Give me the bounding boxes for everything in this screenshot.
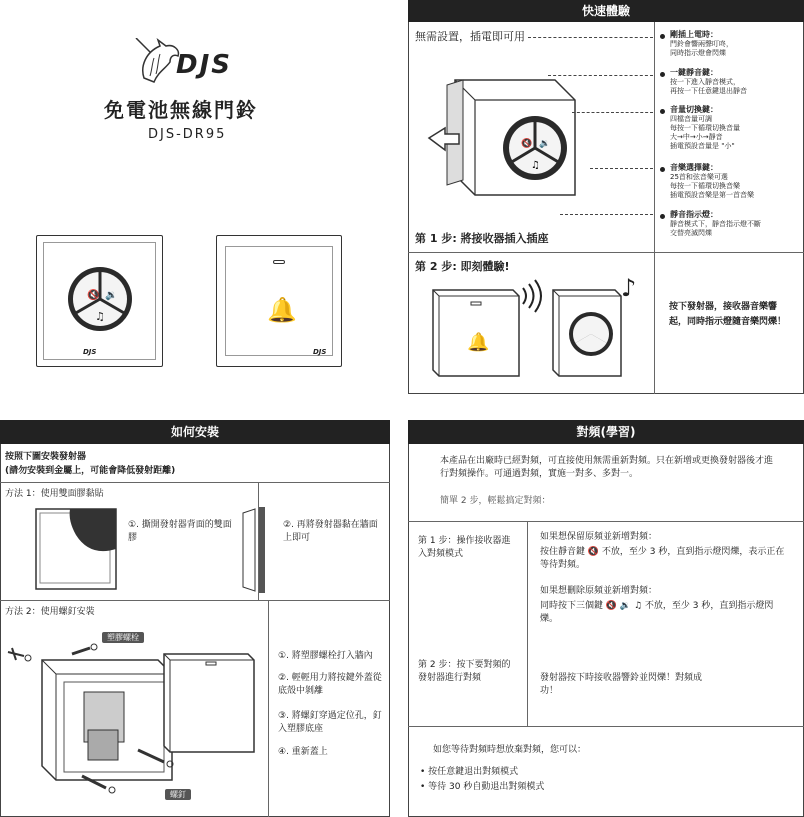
callout-music-key: 音樂選擇鍵： 25首和弦音樂可選 每按一下循環切換音樂 插電預設音樂是第一首音樂: [660, 163, 800, 200]
quick-subtitle: 無需設置，插電即可用: [415, 30, 525, 43]
step2-note: 按下發射器，接收器音樂響起，同時指示燈隨音樂閃爍！: [669, 302, 787, 327]
brand-logo-text: DJS: [176, 50, 232, 80]
install-intro-line1: 按照下圖安裝發射器: [5, 452, 87, 462]
method1-step2: ②. 再將發射器黏在牆面上即可: [283, 520, 378, 543]
quick-experience-header: 快速體驗: [408, 0, 804, 22]
receiver-front-image: [36, 235, 163, 367]
svg-text:🔇: 🔇: [87, 290, 100, 301]
transmitter-front-image: [216, 235, 342, 367]
callout-mute-indicator: 靜音指示燈： 靜音模式下，靜音指示燈不斷 交替亮滅閃爍: [660, 210, 800, 238]
svg-text:🔉: 🔉: [105, 290, 118, 301]
transmitter-logo: DJS: [313, 348, 327, 356]
pairing-cancel-item-2: • 等待 30 秒自動退出對頻模式: [420, 782, 545, 792]
pairing-step1-keep-body: 按住靜音鍵 🔇 不放，至少 3 秒，直到指示燈閃爍，表示正在等待對頻。: [540, 547, 785, 570]
method2-step1: ①. 將塑膠螺栓打入牆內: [278, 651, 373, 661]
install-intro-line2: (請勿安裝到金屬上，可能會降低發射距離): [5, 466, 176, 476]
pairing-step1-keep-title: 如果想保留原頻並新增對頻：: [540, 532, 658, 542]
bell-icon: 🔔: [267, 296, 297, 324]
pairing-header: 對頻(學習): [408, 420, 804, 444]
method1-title: 方法 1：使用雙面膠黏貼: [5, 489, 104, 499]
method2-step2: ②. 輕輕用力將按鍵外蓋從底殼中剝離: [278, 673, 382, 696]
method2-step4: ④. 重新蓋上: [278, 747, 328, 757]
pairing-cancel-item-1: • 按任意鍵退出對頻模式: [420, 767, 519, 777]
wall-mount-side-illustration: [237, 505, 267, 595]
svg-text:♪: ♪: [621, 276, 637, 302]
svg-text:🔉: 🔉: [539, 139, 551, 149]
receiver-button-cluster: [67, 266, 133, 332]
pairing-step2-body: 發射器按下時接收器響鈴並閃爍！對頻成功！: [540, 673, 703, 696]
svg-text:🔇: 🔇: [521, 139, 533, 149]
screw-mount-illustration: [2, 630, 264, 805]
pairing-step1-del-body: 同時按下三個鍵 🔇 🔉 ♫ 不放，至少 3 秒，直到指示燈閃爍。: [540, 601, 774, 624]
svg-text:♫: ♫: [531, 160, 540, 171]
quick-step2: 第 2 步: 即刻體驗!: [415, 260, 510, 273]
svg-text:♫: ♫: [95, 310, 105, 323]
pairing-step1-label: 第 1 步：操作接收器進入對頻模式: [418, 536, 511, 559]
method2-step3: ③. 將螺釘穿過定位孔，釘入塑膠底座: [278, 711, 382, 734]
install-header: 如何安裝: [0, 420, 390, 444]
model-number: DJS-DR95: [148, 127, 227, 142]
quick-step1: 第 1 步: 將接收器插入插座: [415, 232, 549, 245]
step2-illustration: [425, 276, 650, 386]
method1-step1: ①. 撕開發射器背面的雙面膠: [128, 520, 232, 543]
tape-peel-illustration: [30, 505, 125, 595]
callout-mute-key: 一鍵靜音鍵： 按一下進入靜音模式， 再按一下任意鍵退出靜音: [660, 68, 800, 96]
tag-screw: 螺釘: [165, 789, 191, 800]
pairing-cancel-title: 如您等待對頻時想放棄對頻，您可以：: [433, 745, 587, 755]
callout-power-on: 剛插上電時： 門鈴會響兩聲叮咚， 同時指示燈會閃爍: [660, 30, 800, 58]
receiver-plug-illustration: [425, 60, 585, 210]
callout-volume-key: 音量切換鍵： 四檔音量可調 每按一下循環切換音量 大→中→小→靜音 插電預設音量是 "小": [660, 105, 800, 151]
svg-text:🔔: 🔔: [467, 332, 490, 353]
pairing-intro-2: 簡單 2 步，輕鬆搞定對頻：: [440, 496, 551, 506]
receiver-logo: DJS: [83, 348, 97, 356]
product-name: 免電池無線門鈴: [104, 98, 258, 122]
pairing-intro: 本產品在出廠時已經對頻，可直接使用無需重新對頻。只在新增或更換發射器後才進行對頻操作。可通過對頻，實施一對多、多對一。: [440, 456, 774, 479]
pairing-step1-del-title: 如果想刪除原頻並新增對頻：: [540, 586, 658, 596]
method2-title: 方法 2：使用螺釘安裝: [5, 607, 95, 617]
pairing-step2-label: 第 2 步：按下要對頻的發射器進行對頻: [418, 660, 511, 683]
tag-plastic-anchor: 塑膠螺栓: [102, 632, 144, 643]
